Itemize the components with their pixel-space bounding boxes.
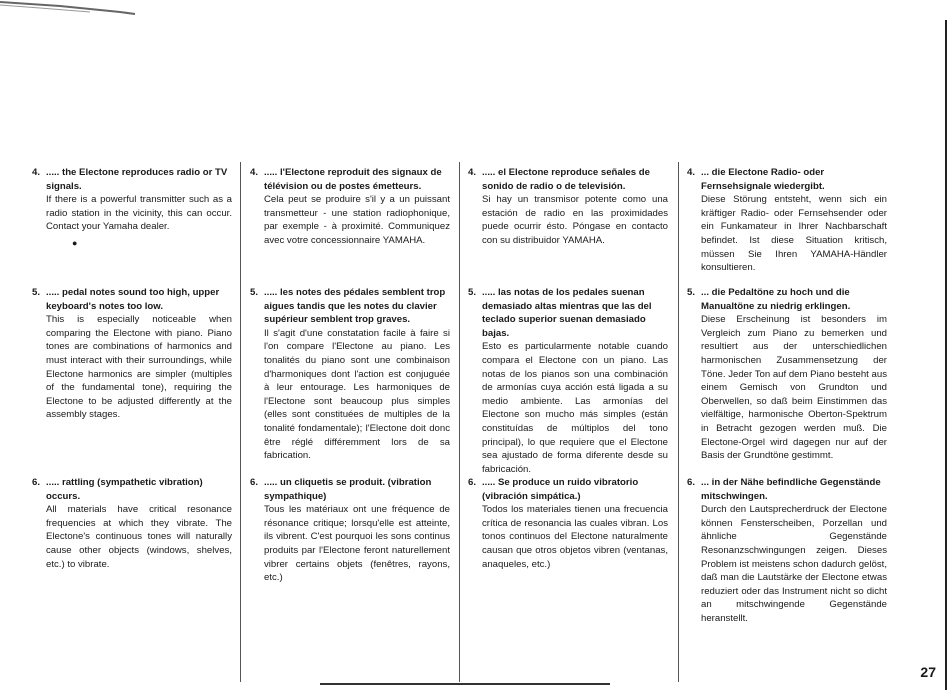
entry-body: Si hay un transmisor potente como una estación de radio en las proximidades puede ocurrir ésto. Póngase en contacto con su distribuidor YAMAHA.	[482, 194, 668, 246]
entry-5	[32, 286, 232, 422]
entry-heading: 4. ..... el Electone reproduce señales de sonido de radio o de televisión.	[468, 167, 650, 192]
page-edge	[945, 20, 947, 690]
column-divider	[459, 162, 460, 682]
bottom-rule	[320, 683, 610, 685]
entry-body: All materials have critical resonance frequencies at which they vibrate. The Electone's continuous tones will naturally cause other objects (windows, shelves, etc.) to vibrate.	[46, 504, 232, 570]
entry-body: This is especially noticeable when comparing the Electone with piano. Piano tones are combinations of harmonics and must interact with their surroundings, while Electone harmonics are simpler (multiples of the fundamental tone), requiring the Electone to be adjusted differently at the assembly stages.	[46, 314, 232, 421]
entry-heading: 6. ..... Se produce un ruido vibratorio (vibración simpática.)	[468, 477, 639, 502]
entry-5	[468, 286, 668, 476]
entry-4	[250, 166, 450, 248]
entry-body: Tous les matériaux ont une fréquence de résonance critique; lorsqu'elle est atteinte, ils vibrent. C'est pourquoi les sons continus produits par l'Electone feront naturellement vibrer certains objets (fenêtres, rayons, etc.)	[264, 504, 450, 584]
entry-heading: 4. ... die Electone Radio- oder Fernsehsignale wiedergibt.	[687, 167, 825, 192]
entry-body: If there is a powerful transmitter such as a radio station in the vicinity, this can occur. Contact your Yamaha dealer.	[46, 194, 232, 233]
entry-body: Diese Störung entsteht, wenn sich ein kräftiger Radio- oder Fernsehsender oder ein Funkamateur in Ihrer Nachbarschaft befindet. Ist diese Situation kritisch, müssen Sie Ihren YAMAHA-Händler konsultieren.	[701, 194, 887, 274]
entry-6	[32, 476, 232, 571]
entry-heading: 6. ... in der Nähe befindliche Gegenstände mitschwingen.	[687, 477, 881, 502]
entry-5	[687, 286, 887, 463]
entry-6	[687, 476, 887, 626]
entry-heading: 5. ..... les notes des pédales semblent trop aigues tandis que les notes du clavier supérieur semblent trop graves.	[250, 287, 446, 326]
entry-body: Il s'agit d'une constatation facile à faire si l'on compare l'Electone au piano. Les tonalités du piano sont une combinaison d'harmoniques dont l'action est conjuguée à leur entourage. Les harmoniques de l'Electone sont beaucoup plus simples (elles sont constituées de multiples de la tonalité fondamentale); l'Electone doit donc être réglé différemment lors de sa fabrication.	[264, 327, 450, 462]
page-number: 27	[920, 664, 936, 680]
entry-heading: 5. ... die Pedaltöne zu hoch und die Manualtöne zu niedrig erklingen.	[687, 287, 851, 312]
entry-body: Durch den Lautsprecherdruck der Electone können Fensterscheiben, Porzellan und ähnliche Gegenstände Resonanzschwingungen zeigen. Dieses Problem ist meistens schon dadurch gelöst, daß man die Lautstärke der Electone etwas reduziert oder das Instrument nicht so dicht an mitschwingende Gegenstände heranstellt.	[701, 504, 887, 624]
entry-body: Esto es particularmente notable cuando compara el Electone con un piano. Las notas de los pianos son una combinación de armonías cuya acción está ligada a su medio ambiente. Las armonías del Electone son mucho más simples (están constituídas de múltiplos del tono principal), lo que requiere que el Electone sea ajustado de forma diferente desde su fabricación.	[482, 341, 668, 475]
entry-body: Todos los materiales tienen una frecuencia crítica de resonancia las cuales vibran. Los tonos continuos del Electone naturalmente causan que otros objetos vibren (ventanas, anaqueles, etc.)	[482, 504, 668, 570]
entry-5	[250, 286, 450, 463]
entry-6	[468, 476, 668, 571]
entry-4	[32, 166, 232, 234]
column-divider	[240, 162, 241, 682]
entry-heading: 4. ..... the Electone reproduces radio or TV signals.	[32, 167, 228, 192]
entry-heading: 4. ..... l'Electone reproduit des signaux de télévision ou de postes émetteurs.	[250, 167, 442, 192]
entry-heading: 5. ..... pedal notes sound too high, upper keyboard's notes too low.	[32, 287, 220, 312]
entry-body: Cela peut se produire s'il y a un puissant transmetteur - une station radiophonique, par exemple - à proximité. Communiquez avec votre concessionnaire YAMAHA.	[264, 194, 450, 246]
entry-6	[250, 476, 450, 585]
bullet-mark: ●	[72, 238, 78, 248]
entry-heading: 6. ..... rattling (sympathetic vibration) occurs.	[32, 477, 203, 502]
entry-4	[687, 166, 887, 275]
entry-body: Diese Erscheinung ist besonders im Vergleich zum Piano zu bemerken und resultiert aus der unterschiedlichen harmonischen Zusammensetzung der Töne. Jeder Ton auf dem Piano besteht aus einem Gemisch von Grundton und Oberwellen, so daß beim Einstimmen das vielfältige, harmonische Oberton-Spektrum in Betracht gezogen werden muß. Die Electone-Orgel wird dagegen nur auf der Basis der Grundtöne gestimmt.	[701, 314, 887, 462]
scan-artifact	[0, 0, 140, 16]
entry-4	[468, 166, 668, 248]
entry-heading: 6. ..... un cliquetis se produit. (vibration sympathique)	[250, 477, 432, 502]
entry-heading: 5. ..... las notas de los pedales suenan demasiado altas mientras que las del teclado superior suenan demasiado bajas.	[468, 287, 652, 339]
column-divider	[678, 162, 679, 682]
